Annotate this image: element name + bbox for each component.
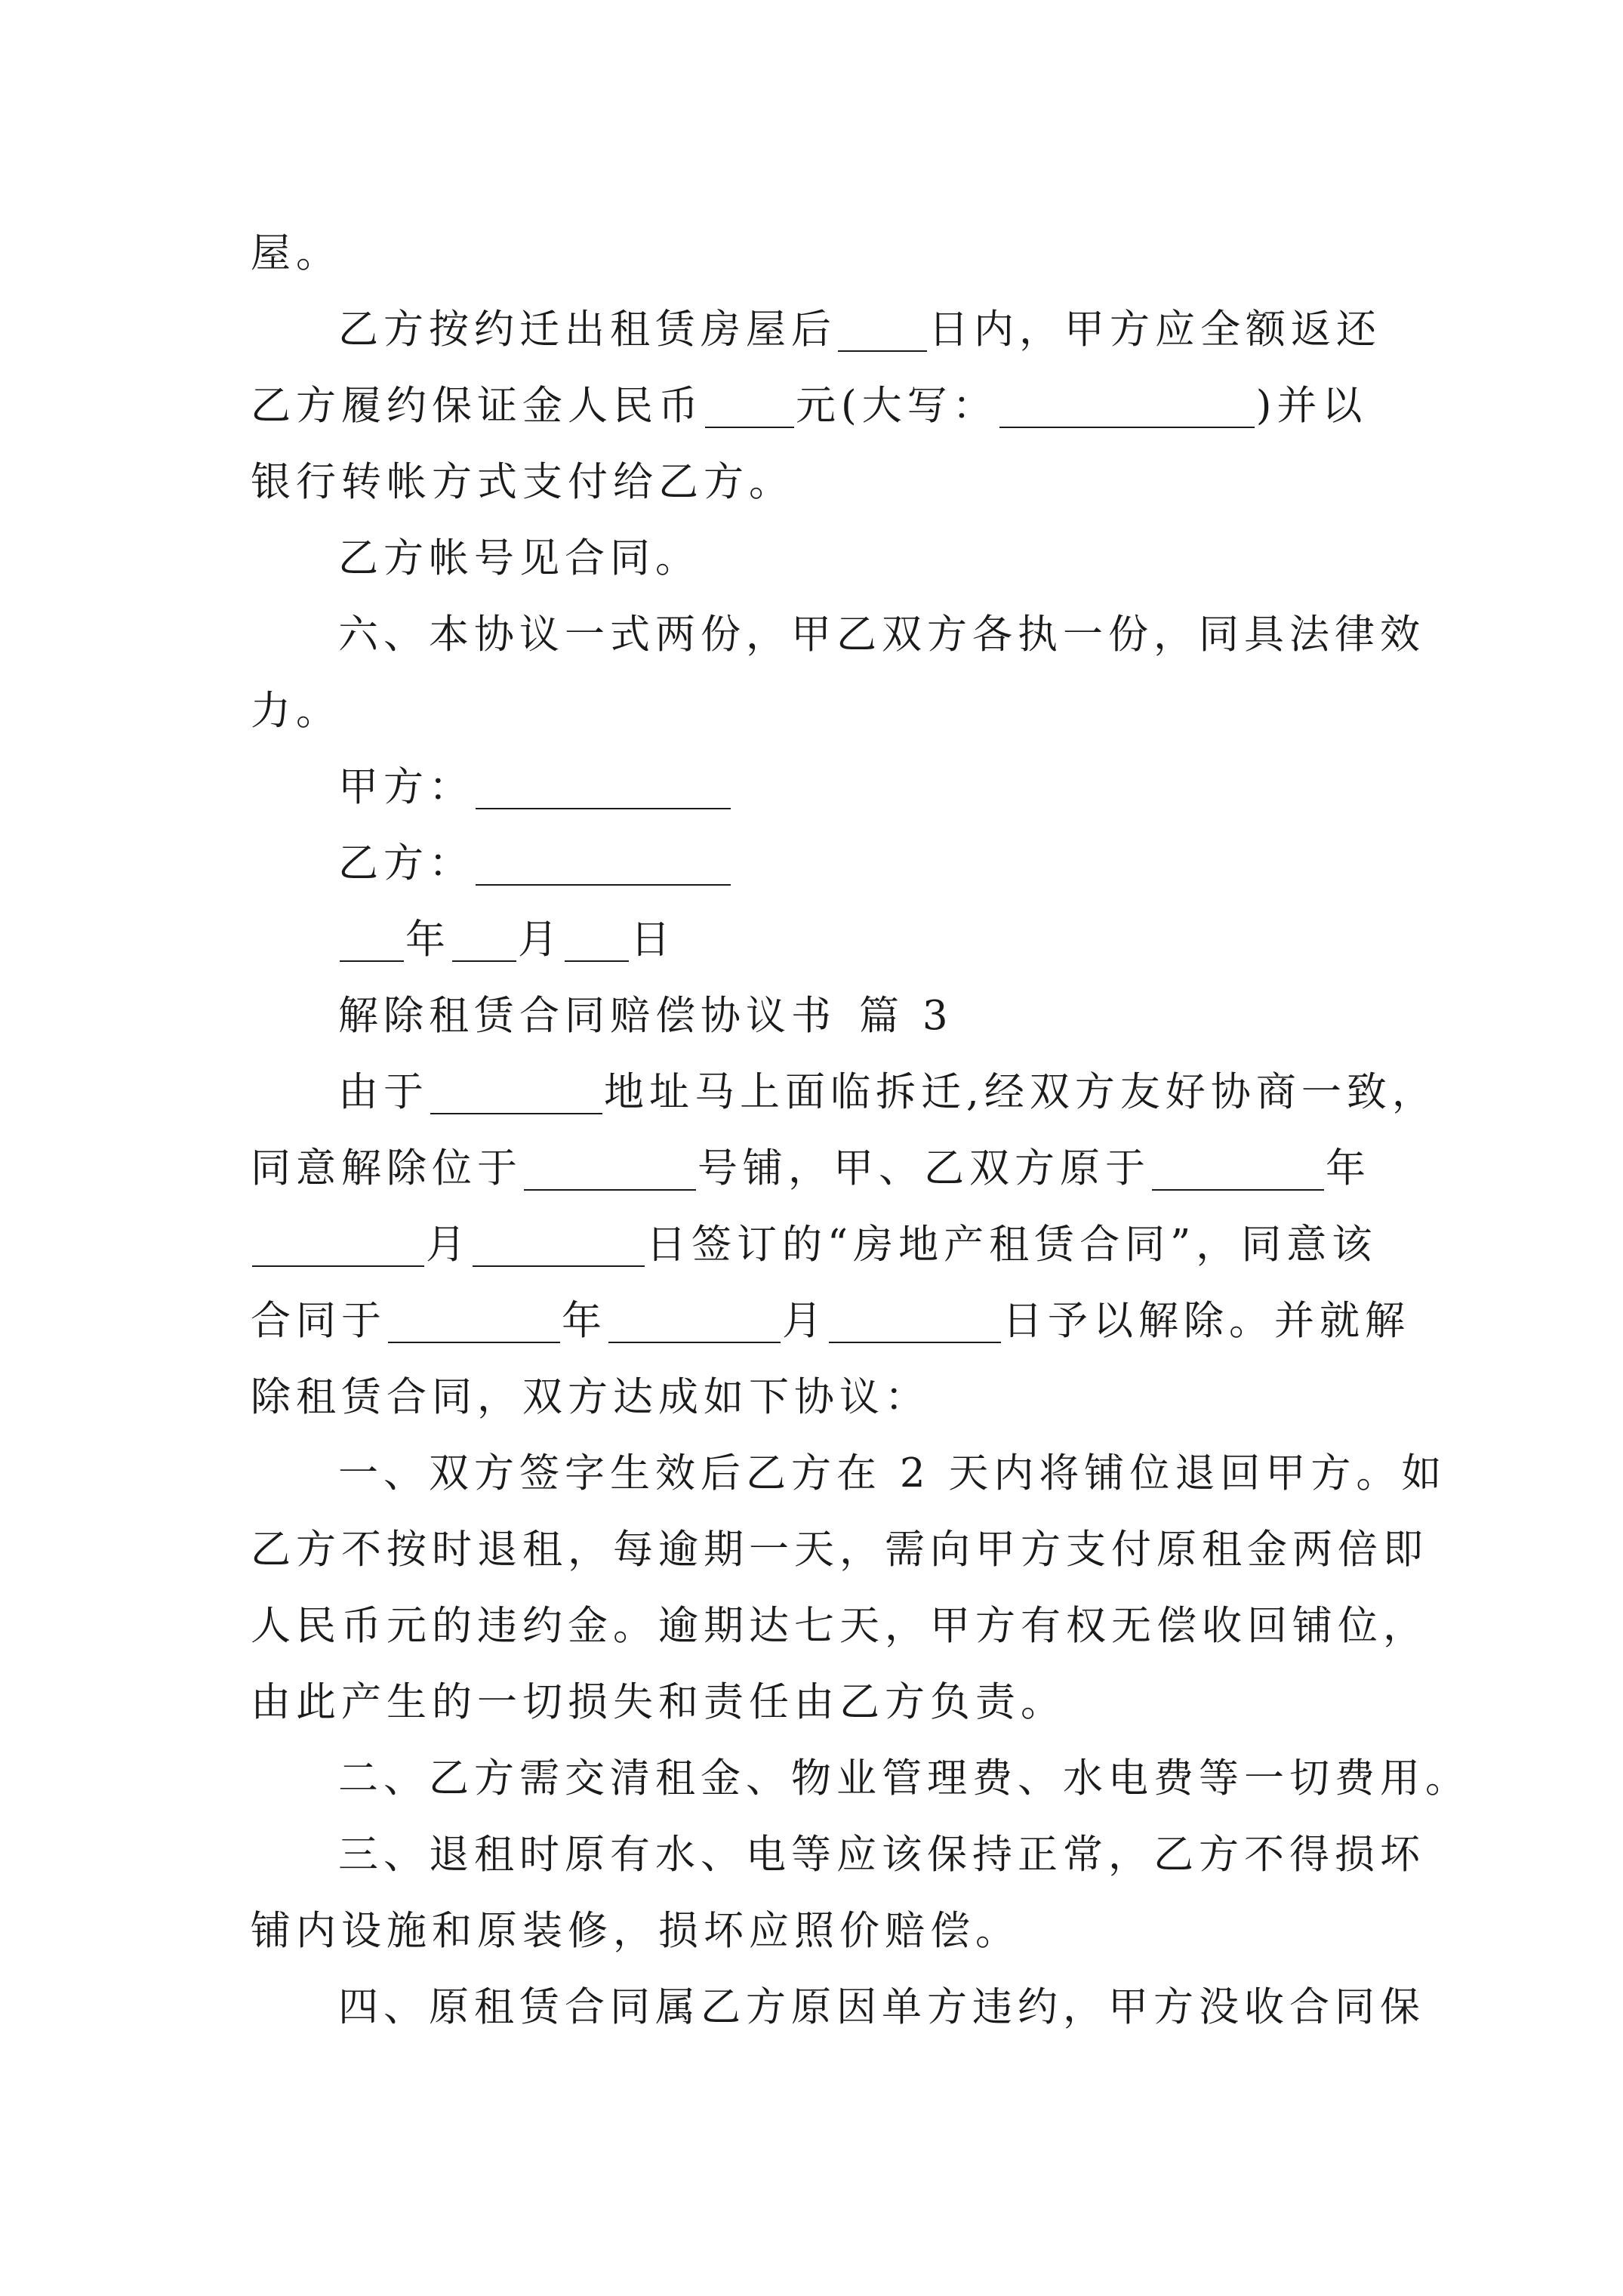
text: 屋。: [251, 230, 341, 276]
text: 合同于: [251, 1298, 387, 1344]
text: 日: [630, 917, 676, 963]
text: 日予以解除。并就解: [1002, 1298, 1410, 1344]
section-title: [251, 978, 1390, 1054]
paragraph-line: [251, 1664, 1390, 1740]
fill-in-blank[interactable]: [838, 350, 927, 352]
text: 三、退租时原有水、电等应该保持正常，乙方不得损坏: [338, 1832, 1425, 1878]
text: 二、乙方需交清租金、物业管理费、水电费等一切费用。: [338, 1755, 1471, 1801]
text: 银行转帐方式支付给乙方。: [251, 459, 794, 505]
signature-line-party-a: [251, 749, 1390, 825]
fill-in-blank[interactable]: [340, 960, 404, 962]
paragraph-line: [251, 673, 1390, 749]
signature-line-party-b: [251, 825, 1390, 901]
text: 铺内设施和原装修，损坏应照价赔偿。: [251, 1908, 1021, 1954]
text: 年: [1326, 1145, 1371, 1191]
fill-in-blank[interactable]: [524, 1188, 696, 1191]
text: 月: [426, 1222, 471, 1268]
paragraph-line: [251, 1817, 1425, 1893]
fill-in-blank[interactable]: [476, 883, 731, 886]
text: 甲方：: [338, 764, 474, 810]
text: 乙方帐号见合同。: [338, 535, 701, 581]
fill-in-blank[interactable]: [608, 1341, 781, 1343]
text: 同意解除位于: [251, 1145, 522, 1191]
text: 月: [782, 1298, 827, 1344]
fill-in-blank[interactable]: [476, 807, 731, 809]
text: 一、双方签字生效后乙方在 2 天内将铺位退回甲方。如: [338, 1450, 1447, 1496]
text: 元(大写：: [796, 383, 998, 429]
paragraph-line: [251, 1130, 1390, 1207]
paragraph-line: [251, 1283, 1410, 1359]
text: 乙方：: [338, 840, 474, 886]
date-line: [251, 901, 1390, 978]
text: 地址马上面临拆迁,经双方友好协商一致，: [604, 1069, 1437, 1115]
text: 力。: [251, 688, 341, 734]
text: 日签订的“房地产租赁合同”，同意该: [646, 1222, 1378, 1268]
paragraph-line: [251, 368, 1390, 444]
paragraph-line: [251, 1969, 1425, 2045]
fill-in-blank[interactable]: [388, 1341, 560, 1343]
fill-in-blank[interactable]: [1152, 1188, 1324, 1191]
text: 四、原租赁合同属乙方原因单方违约，甲方没收合同保: [338, 1984, 1425, 2030]
fill-in-blank[interactable]: [473, 1265, 645, 1267]
paragraph-line: [251, 1054, 1437, 1130]
document-body: [251, 215, 1471, 2045]
text: 月: [518, 917, 563, 963]
paragraph-line: [251, 1893, 1390, 1969]
text: 由此产生的一切损失和责任由乙方负责。: [251, 1679, 1066, 1725]
paragraph-line: [251, 1740, 1471, 1817]
paragraph-line: [251, 1512, 1428, 1588]
text: 年: [562, 1298, 607, 1344]
fill-in-blank[interactable]: [430, 1112, 602, 1114]
text: 号铺，甲、乙双方原于: [698, 1145, 1150, 1191]
paragraph-line: [251, 1207, 1390, 1283]
paragraph-line: [251, 444, 1390, 520]
text: 人民币元的违约金。逾期达七天，甲方有权无偿收回铺位，: [251, 1603, 1428, 1649]
paragraph-line: [251, 596, 1425, 673]
paragraph-line: [251, 1359, 1390, 1435]
fill-in-blank[interactable]: [829, 1341, 1001, 1343]
paragraph-line: [251, 520, 1390, 596]
fill-in-blank[interactable]: [252, 1265, 424, 1267]
text: 除租赁合同，双方达成如下协议：: [251, 1374, 930, 1420]
fill-in-blank[interactable]: [565, 960, 629, 962]
text: 六、本协议一式两份，甲乙双方各执一份，同具法律效: [338, 612, 1425, 658]
fill-in-blank[interactable]: [999, 426, 1255, 428]
text: 篇 3: [859, 993, 953, 1039]
paragraph-line: [251, 291, 1390, 368]
text: 由于: [338, 1069, 429, 1115]
text: 年: [405, 917, 451, 963]
text: 乙方履约保证金人民币: [251, 383, 704, 429]
text: 乙方按约迁出租赁房屋后: [338, 307, 836, 353]
paragraph-line: [251, 215, 1390, 291]
paragraph-line: [251, 1435, 1447, 1512]
text: 乙方不按时退租，每逾期一天，需向甲方支付原租金两倍即: [251, 1527, 1428, 1573]
text: )并以: [1255, 383, 1368, 429]
fill-in-blank[interactable]: [452, 960, 516, 962]
fill-in-blank[interactable]: [705, 426, 794, 428]
text: 解除租赁合同赔偿协议书: [338, 993, 836, 1039]
paragraph-line: [251, 1588, 1428, 1664]
text: 日内，甲方应全额返还: [929, 307, 1381, 353]
